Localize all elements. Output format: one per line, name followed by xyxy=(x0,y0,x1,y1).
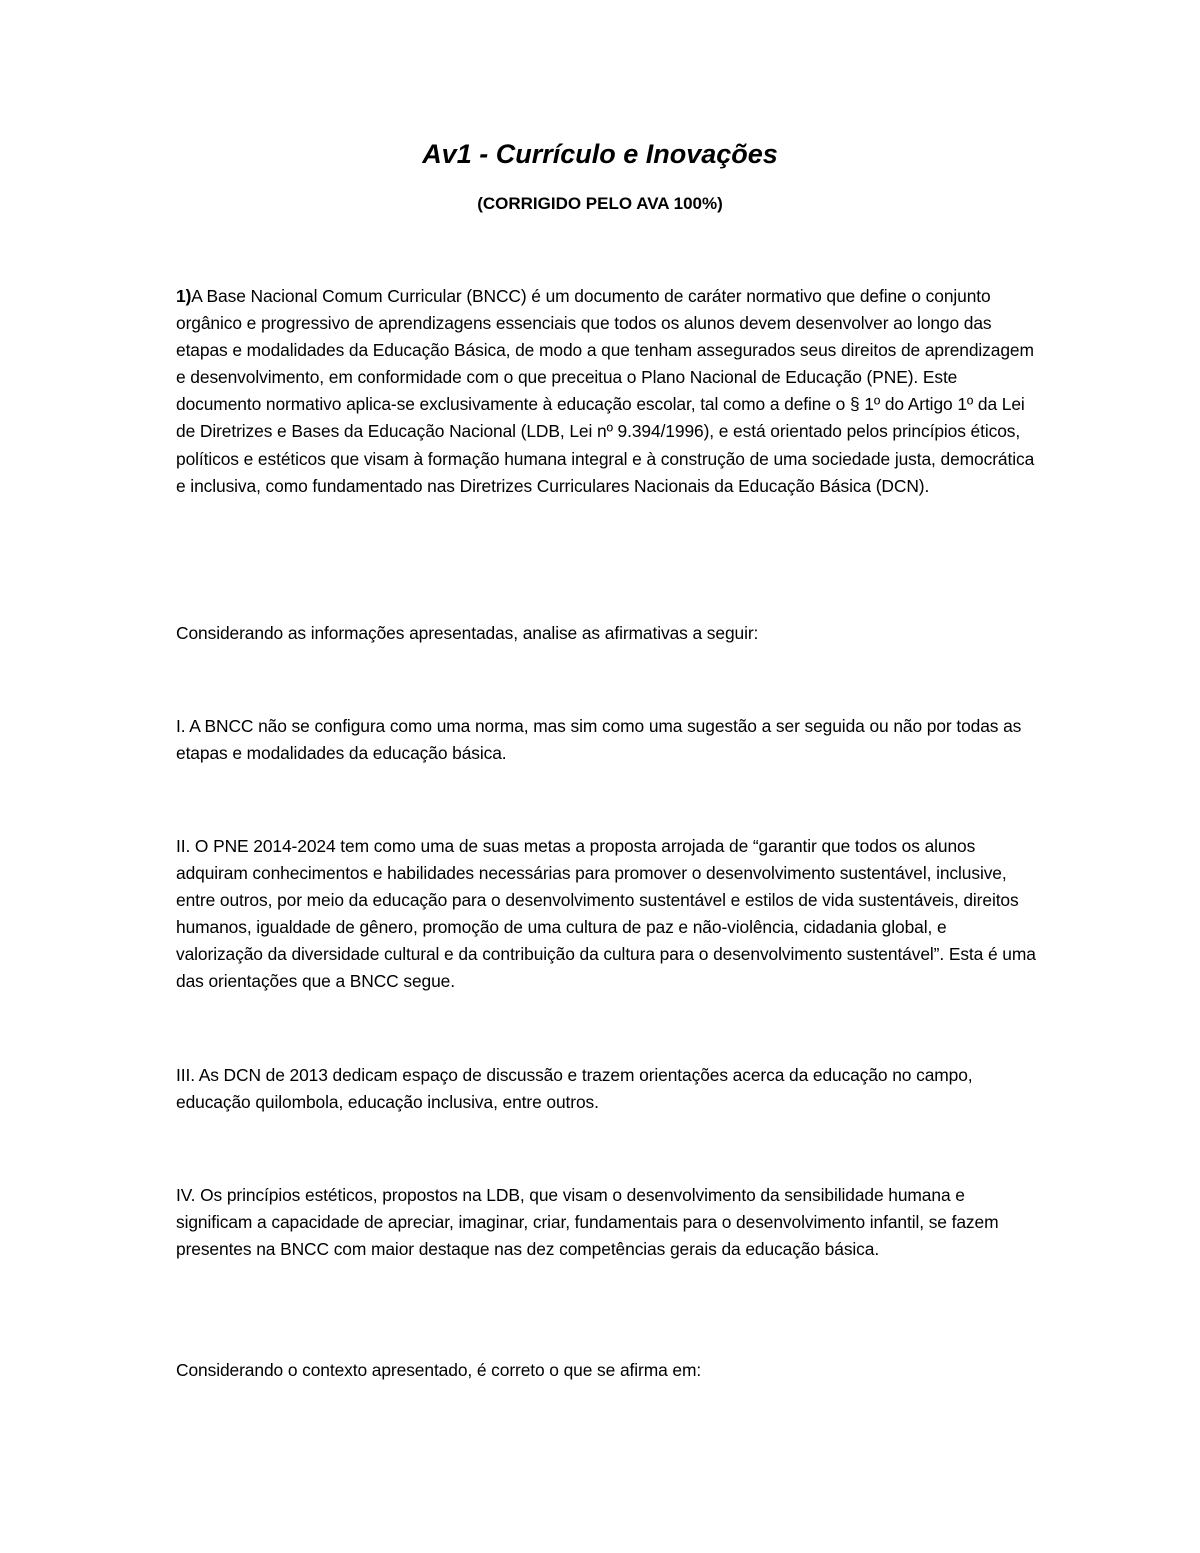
question-text: A Base Nacional Comum Curricular (BNCC) é um documento de caráter normativo que define o conjunto orgânico e progressivo de aprendizagens essenciais que todos os alunos devem desenvolver ao longo das etapas e modalidades da Educação Básica, de modo a que tenham assegurados seus direitos de aprendizagem e desenvolvimento, em conformidade com o que preceitua o Plano Nacional de Educação (PNE). Este documento normativo aplica-se exclusivamente à educação escolar, tal como a define o § 1º do Artigo 1º da Lei de Diretrizes e Bases da Educação Nacional (LDB, Lei nº 9.394/1996), e está orientado pelos princípios éticos, políticos e estéticos que visam à formação humana integral e à construção de uma sociedade justa, democrática e inclusiva, como fundamentado nas Diretrizes Curriculares Nacionais da Educação Básica (DCN). xyxy=(176,286,1035,496)
document-subtitle: (CORRIGIDO PELO AVA 100%) xyxy=(477,194,723,213)
document-title: Av1 - Currículo e Inovações xyxy=(422,139,778,169)
correct-prompt: Considerando o contexto apresentado, é correto o que se afirma em: xyxy=(176,1360,702,1380)
analyze-prompt: Considerando as informações apresentadas, analise as afirmativas a seguir: xyxy=(176,623,759,643)
statement-4: IV. Os princípios estéticos, propostos na LDB, que visam o desenvolvimento da sensibilidade humana e significam a capacidade de apreciar, imaginar, criar, fundamentais para o desenvolvimento infantil, se fazem presentes na BNCC com maior destaque nas dez competências gerais da educação básica. xyxy=(176,1185,999,1260)
question-paragraph xyxy=(176,283,1036,500)
statement-2: II. O PNE 2014-2024 tem como uma de suas metas a proposta arrojada de “garantir que todos os alunos adquiram conhecimentos e habilidades necessárias para promover o desenvolvimento sustentável, inclusive, entre outros, por meio da educação para o desenvolvimento sustentável e estilos de vida sustentáveis, direitos humanos, igualdade de gênero, promoção de uma cultura de paz e não-violência, cidadania global, e valorização da diversidade cultural e da contribuição da cultura para o desenvolvimento sustentável”. Esta é uma das orientações que a BNCC segue. xyxy=(176,836,1036,992)
question-number: 1) xyxy=(176,286,192,306)
statement-1: I. A BNCC não se configura como uma norma, mas sim como uma sugestão a ser seguida ou não por todas as etapas e modalidades da educação básica. xyxy=(176,716,1022,764)
statement-3: III. As DCN de 2013 dedicam espaço de discussão e trazem orientações acerca da educação no campo, educação quilombola, educação inclusiva, entre outros. xyxy=(176,1065,973,1113)
